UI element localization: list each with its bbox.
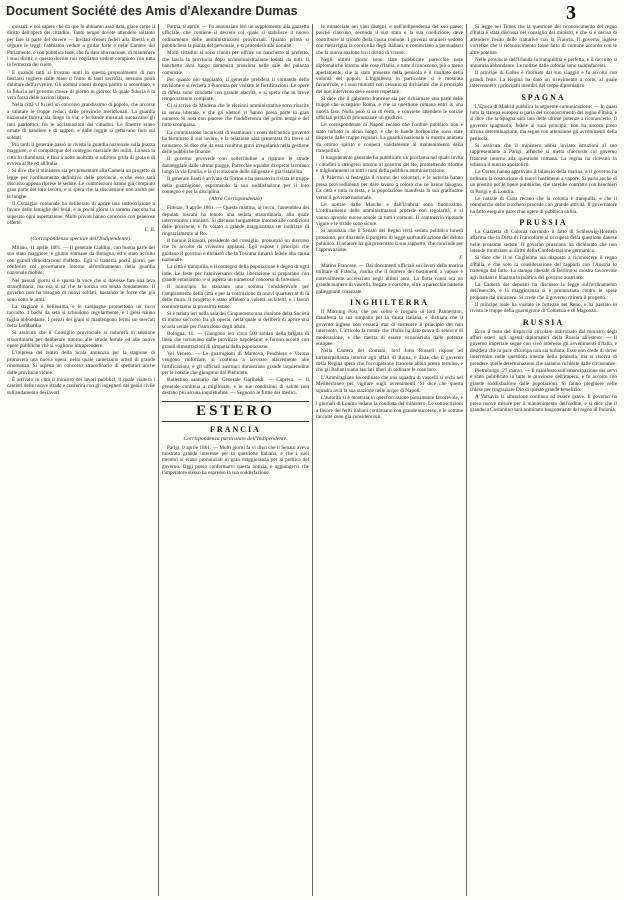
article-paragraph: L'Ammiragliato ha ordinato che una squadra di vascelli si rechi nel Mediterraneo per vigilare sugli avvenimenti. Si dice che questa squadra avrà la sua stazione nelle acque di Napoli. (316, 374, 463, 394)
article-paragraph: Si assicura che il ministero abbia inviato istruzioni al suo rappresentante a Parigi, affinché si metta d'accordo col governo francese intorno alla questione romana. La regina ha ricevuto in udienza il nunzio apostolico. (470, 142, 617, 169)
article-paragraph: L'impresa del teatro della Scala annunzia per la stagione di primavera una nuova opera, nella quale canteranno artisti di grande rinomanza. Si aspetta un concorso straordinario di spettatori anche dalle provincie vicine. (7, 350, 155, 376)
article-paragraph: La Camera dei deputati ha discusso la legge sull'ordinamento dell'esercito, e la maggioranza si è pronunziata contro le spese proposte dal ministero. Si crede che il governo ritirerà il progetto. (470, 281, 617, 301)
article-paragraph: La Gazzetta di Colonia narrando il fatto di Schleswig-Holstein afferma che la Dieta di Francoforte si occuperà della questione danese nelle prossime sedute. Il governo prussiano ha dichiarato che non intende rinunziare ai diritti della Confederazione germanica. (470, 228, 617, 255)
article-paragraph: Firenze, 9 aprile 1861. — Questa mattina, al tocco, l'assemblea dei deputati toscani ha tenuto una seduta straordinaria, alla quale intervennero i ministri. Si discusse lungamente intorno alle condizioni delle provincie, e fu votato a grande maggioranza un indirizzo di ringraziamento al Re. (162, 205, 309, 237)
article-paragraph: Il principe di Galles è ritornato dal suo viaggio e fu accolto con grandi feste. La Regina ha dato un ricevimento a corte, al quale intervennero i principali membri del corpo diplomatico. (470, 70, 617, 90)
article-paragraph: Si legge nel Times che la questione del riconoscimento del regno d'Italia è stata discussa nel consiglio dei ministri, e che si è deciso di attendere l'esito delle trattative con la Francia. Il governo inglese vorrebbe che il riconoscimento fosse fatto di comune accordo con le altre potenze. (470, 24, 617, 56)
article-paragraph: Il Morning Post, che per solito è l'organo di lord Palmerston, manifesta la sua simpatia per la causa italiana, e dichiara che il governo inglese non cesserà mai di sostenere il principio del non intervento. L'articolo fa notare che l'Italia ha dato prova di senno e di moderazione, e che merita di essere riconosciuta dalle potenze europee. (316, 309, 463, 348)
article-paragraph: Il Consiglio comunale ha deliberato di aprire una sottoscrizione a favore delle famiglie dei feriti, e in pochi giorni la somma raccolta ha superato ogni aspettazione. Molti privati hanno concorso con generose offerte. (7, 200, 155, 227)
section-title: RUSSIA (522, 317, 565, 327)
column-1 (4, 24, 158, 896)
article-paragraph: Nella Camera dei Comuni, lord John Russell rispose ad un'interpellanza intorno agli affari di Roma, e disse che il governo della Regina spera che l'occupazione francese abbia presto termine, e che gli Italiani siano lasciati liberi di ordinare le cose loro. (316, 348, 463, 374)
article-paragraph: Si è tenuta ieri nella sala dei Cinquecento una riunione della Società di mutuo soccorso fra gli operai, nella quale si deliberò di aprire una scuola serale per l'istruzione degli adulti. (162, 310, 309, 330)
column-3 (312, 24, 466, 896)
article-paragraph: Si dice che il gabinetto francese sia per richiamare una parte delle truppe che occupano Roma, e che la questione romana entri in una nuova fase. Nulla però si sa di certo, e conviene attendere le notizie ufficiali prima di pronunziare un giudizio. (316, 96, 463, 122)
section-title: PRUSSIA (519, 217, 568, 227)
article-paragraph: A Varsavia la situazione continua ad essere grave. Il governo ha preso nuove misure per il mantenimento dell'ordine, e si dice che il granduca Costantino sarà nominato luogotenente del regno di Polonia. (470, 394, 617, 414)
article-paragraph: E quando tutti si trovano uniti in questo proponimento di non lasciarsi togliere dalle mani il frutto di tanti sacrifizi, nessuno potrà dubitare dell'avvenire. Gli uomini onesti di ogni partito si accordano, e la fiducia nel governo cresce di giorno in giorno; la quale fiducia è la vera forza delle nazioni libere. (7, 69, 155, 102)
section-subtitle: (Corrispondenza speciale dell'Indipendente). (30, 235, 132, 242)
article-paragraph: Marina Francese. — Dai documenti ufficiali sui lavori della marina militare di Francia, risulta che il numero dei bastimenti a vapore è notevolmente accresciuto negli ultimi anni. La flotta conta ora un grande numero di vascelli, fregate e corvette, oltre a parecchie batterie galleggianti corazzate. (316, 263, 463, 295)
article-paragraph: Il generale Fanti è arrivato da Torino e ha passato in rivista le truppe della guarnigione, esprimendo la sua soddisfazione per il loro contegno e per la disciplina. (162, 176, 309, 195)
article-paragraph: Bullettino sanitario del Generale Garibaldi. — Caprera. — Il generale continua a migliorare, e le sue condizioni di salute non destano più alcuna inquietudine. — Seguono le firme dei medici. (162, 377, 309, 397)
article-paragraph: Nei passati giorni si è sparsa la voce che si dovesse fare una leva straordinaria; ma ora si sa che la notizia era senza fondamento. Il governo non ha bisogno di nuovi soldati, bastando le forze che già sono sotto le armi. (7, 277, 155, 303)
article-paragraph: Le notizie di Cuba recano che la colonia è tranquilla, e che il commercio dello zucchero procede con grande attività. Il governatore ha fatto eseguire parecchie opere di pubblica utilità. (470, 195, 617, 215)
article-paragraph: Parma, 8 aprile. — Fu annunziato ieri un supplemento alla gazzetta ufficiale, che contiene il decreto col quale si stabilisce il nuovo ordinamento delle amministrazioni provinciali. Quanto prima si pubblicherà la pianta del personale, e si procederà alle nomine. (162, 24, 309, 50)
article-paragraph: Si annunzia che il Senato del Regno terrà seduta pubblica lunedì prossimo, per discutere il progetto di legge sull'unificazione del debito pubblico. Il relatore ha già presentato il suo rapporto, che conclude per l'approvazione. (316, 228, 463, 254)
article-paragraph: Si dice che il ministero sia per presentare alla Camera un progetto di legge per l'ordinamento definitivo delle provincie, e che esso sarà discusso appena riprese le sedute. Le commissioni hanno già compiuto gran parte del loro lavoro, e si spera che la discussione non andrà per le lunghe. (7, 168, 155, 200)
article-paragraph: Le corrispondenze di Napoli recano che l'ordine pubblico non è stato turbato in alcun luogo, e che le bande borboniche sono state disperse dalle truppe regolari. La guardia nazionale si mostra animata da ottimo spirito e coopera validamente al mantenimento della tranquillità. (316, 122, 463, 155)
article-paragraph: Parigi, 9 aprile 1861. — Molti giorni fa vi dissi che il Senato aveva mostrato grande interesse per la questione italiana, e che i suoi membri si erano pronunziati in gran maggioranza per la politica del governo. Oggi posso confermarvi questa notizia, e aggiungervi che l'imperatore stesso ha espresso la sua soddisfazione. (162, 444, 309, 477)
article-paragraph: L'autorità si è mostrata in quest'occasione pienamente favorevole, e i giornali di Londra lodano la condotta del ministero. Le sottoscrizioni a favore dei feriti italiani continuano con grande successo, e le somme raccolte sono già considerevoli. (316, 394, 463, 420)
article-paragraph: Vel Veneto. — Le guarnigioni di Mantova, Peschiera e Verona vengono rinforzate; si continua a lavorare alacremente alle fortificazioni, e gli ufficiali austriaci dimostrano grande inquietudine per le notizie che giungono dal Piemonte. (162, 350, 309, 377)
article-paragraph: Si dice che il re Guglielmo sia disposto a riconoscere il regno d'Italia, e che solo la considerazione dei rapporti con l'Austria lo trattenga dal farlo. La stampa liberale di Berlino si mostra favorevole agli Italiani e biasima la politica del governo austriaco. (470, 255, 617, 281)
section-title: SPAGNA (521, 92, 566, 102)
article-paragraph: Bologna, 11. — Giungono ieri circa 500 soldati della brigata di linea che tornavano dalle provincie napoletane; e furono accolti con grandi dimostrazioni di simpatia dalla popolazione. (162, 330, 309, 350)
article-paragraph: Le notizie dalle Marche e dall'Umbria sono buonissime. L'ordinamento delle amministrazioni procede con regolarità, e si vanno aprendo nuove scuole in tutti i comuni. Il commercio riprende vigore e le strade sono sicure. (316, 201, 463, 227)
article-signature: E. B. (144, 227, 155, 234)
article-paragraph: Negli ultimi giorni sono state pubblicate parecchie note diplomatiche intorno alle cose d'Italia, e tutte riconoscono, più o meno apertamente, che lo stato presente della penisola è il risultato della volontà dei popoli. L'Inghilterra in particolare si è mostrata favorevole, e i suoi ministri non cessano di dichiarare che il principio del non intervento deve essere rispettato. (316, 56, 463, 95)
article-paragraph: La commissione incaricata di esaminare i conti dell'antico governo ha terminato il suo lavoro, e la relazione sarà presentata fra breve al ministero. Si dice che da essa risultino gravi irregolarità nella gestione delle pubbliche finanze. (162, 129, 309, 155)
article-paragraph: Il principe reale ha visitato le fortezze del Reno, e ha passato in rivista le truppe della guarnigione di Coblenza e di Magonza. (470, 301, 617, 315)
section-subtitle: (Altra Corrispondenza) (209, 196, 262, 203)
article-paragraph: Pietroburgo, 27 marzo. — Il manifesto sull'emancipazione dei servi è stato pubblicato in tutte le provincie dell'impero, e fu accolto con grande soddisfazione dalle popolazioni. Si fanno preghiere nelle chiese per ringraziare Dio di questo grande benefizio. (470, 367, 617, 394)
article-paragraph: le minacciate nei vani disegni, e nell'indipendenza del suo paese; poichè ciascuno, secondo il suo stato e la sua condizione, deve contribuire al trionfo della causa comune. I governi stranieri vedono con meraviglia la concordia degli Italiani, e cominciano a persuadersi che la nuova nazione ha il diritto di vivere. (316, 24, 463, 56)
article-paragraph: quistati, e noi sapete che da que lo abbiamo asso data, giace come il diritto dell'opera dei cittadini. Tanto tempo dovete attendere soltanto per fare la parte del dovere — Invitati d'esser fedeli alla libertà e di seguire le leggi, l'abbiamo vedute a gridar forte e nelle Camere del Parlamento, e con pubblica fede, che fu data alla nazione, di mantenere i suoi diritti; e questo dovere noi vogliamo vedere compiuto con tutta la fermezza del cuore. (7, 24, 155, 69)
article-paragraph: Il barone Ricasoli, presidente del consiglio, pronunziò un discorso che fu accolto da vivissimi applausi. Egli espose i principii che guidano il governo e dichiarò che la Toscana rimarrà fedele alla causa nazionale. (162, 237, 309, 264)
article-paragraph: A Palermo si festeggia il ritorno dei volontari, e le autorità hanno preso provvedimenti per dare lavoro a coloro che ne hanno bisogno. La città è tutta in festa, e la popolazione manifesta la sua gratitudine verso il governo nazionale. (316, 175, 463, 201)
article-paragraph: Le Cortes hanno approvato il bilancio della marina, e il governo ha ordinato la costruzione di nuovi bastimenti a vapore. Si parla anche di un prestito per le opere pubbliche, che sarebbe contratto con banchieri di Parigi e di Londra. (470, 169, 617, 195)
article-paragraph: Più tardi il generale passò in rivista la guardia nazionale sulla piazza maggiore, e si compiacque del contegno marziale dei militi. La sera la città fu illuminata, e fino a notte inoltrata si udirono grida di gioia e di evviva al Re ed all'Italia. (7, 141, 155, 167)
article-paragraph: La città è tranquilla, e il contegno della popolazione è degno di ogni lode. Le feste per l'anniversario della liberazione si preparano con grande entusiasmo, e si aspetta un numeroso concorso di forestieri. (162, 264, 309, 284)
article-paragraph: Si assicura che il Consiglio provinciale si radunerà in sessione straordinaria per deliberare intorno alle strade ferrate ed alle nuove opere pubbliche che si vogliono intraprendere. (7, 330, 155, 350)
article-paragraph: L'Epoca di Madrid pubblica la seguente comunicazione: — In quasi tutta la stampa europea si parla del riconoscimento del regno d'Italia, e si dice che la Spagna sarà una delle ultime potenze a riconoscerlo. Il governo spagnuolo, fedele ai suoi principii, non ha ancora preso alcuna determinazione, ma segue con attenzione gli avvenimenti della penisola. (470, 103, 617, 142)
article-paragraph: È arrivato in città il ministro dei lavori pubblici, il quale visiterà i cantieri delle nuove strade e conferirà con gli ingegneri del genio civile sull'andamento dei lavori. (7, 376, 155, 396)
estero-heading: ESTERO (162, 401, 309, 422)
article-paragraph: Ci si scrive da Modena che le elezioni amministrative sono riuscite in senso liberale, e che gli elettori vi hanno preso parte in gran numero. Si nota con piacere che l'indifferenza dei primi tempi è del tutto scomparsa. (162, 103, 309, 129)
column-4 (466, 24, 620, 896)
article-paragraph: Nella città vi fu ieri un concorso grandissimo di popolo, che accorse a salutare le truppe reduci dalle provincie meridionali. La guardia nazionale faceva ala lungo la via; e le bande musicali suonavano gli inni patriottici, fra le acclamazioni dei cittadini. Le finestre erano ornate di bandiere e di tappeti, e dalle loggie si gettavano fiori sui soldati. (7, 102, 155, 141)
column-2 (158, 24, 312, 896)
correspondence-subtitle: Corrispondenza particolare dell'Indipendente. (183, 435, 288, 442)
section-title: INGHILTERRA (349, 298, 430, 308)
article-paragraph: Il luogotenente generale ha pubblicato un proclama nel quale invita i cittadini a stringersi intorno al governo del Re, promettendo riforme e miglioramenti in tutti i rami della pubblica amministrazione. (316, 155, 463, 175)
newspaper-columns (4, 24, 620, 896)
article-paragraph: Per quanto noi sappiamo, il generale prenderà il comando della divisione e si recherà a Piacenza per visitare le fortificazioni. Le opere di difesa sono condotte con grande alacrità, e si spera che in breve tempo saranno compiute. (162, 76, 309, 103)
article-signature: F. (459, 254, 463, 261)
document-watermark: Document Société des Amis d'Alexandre Dumas (6, 4, 298, 18)
article-paragraph: Il municipio ha stanziato una somma considerevole per l'ampliamento della città e per la costruzione di nuovi quartieri al di là delle mura. Il progetto è stato affidato a valenti architetti, e i lavori cominceranno la prossima estate. (162, 284, 309, 310)
article-paragraph: Nelle provincie dell'Irlanda la tranquillità è perfetta, e il raccolto si annunzia abbondante. Le notizie dalle colonie sono soddisfacenti. (470, 56, 617, 70)
article-paragraph: Milano, 11 aprile 1861. — Il generale Cialdini, con buona parte del suo stato maggiore, è giunto stamane da Bologna, ed è stato accolto con grandi dimostrazioni d'affetto. Egli si tratterrà pochi giorni, per conferire col governatore intorno all'ordinamento della guardia nazionale mobile. (7, 244, 155, 277)
article-paragraph: Il governo provvede con sollecitudine a riparare le strade danneggiate dalle ultime piogge. Parecchie squadre di operai lavorano lungo la via Emilia, e la circolazione delle diligenze è già ristabilita. (162, 156, 309, 175)
article-paragraph: La stagione è bellissima, e le campagne promettono un ricco raccolto. I bachi da seta si schiudono regolarmente, e i gelsi hanno foglia abbondante. I prezzi dei grani si mantengono fermi sui mercati della Lombardia. (7, 304, 155, 330)
article-paragraph: Ecco il testo del dispaccio circolare indirizzato dal ministro degli affari esteri agli agenti diplomatici della Russia all'estero: — Il governo imperiale segue con vivo interesse gli avvenimenti d'Italia, e desidera che la pace d'Europa non sia turbata. Esso non crede di dover intervenire nelle questioni interne della penisola, ma si riserva di prendere quelle determinazioni che saranno richieste dalle circostanze. (470, 328, 617, 367)
page-number: 3 (566, 2, 576, 24)
article-paragraph: Molti cittadini si sono riuniti per offrire un banchetto al prefetto, che lascia la provincia dopo un'amministrazione lodata da tutti. Il banchetto avrà luogo domenica prossima nelle sale del palazzo comunale. (162, 50, 309, 76)
francia-heading: FRANCIA (210, 424, 261, 434)
